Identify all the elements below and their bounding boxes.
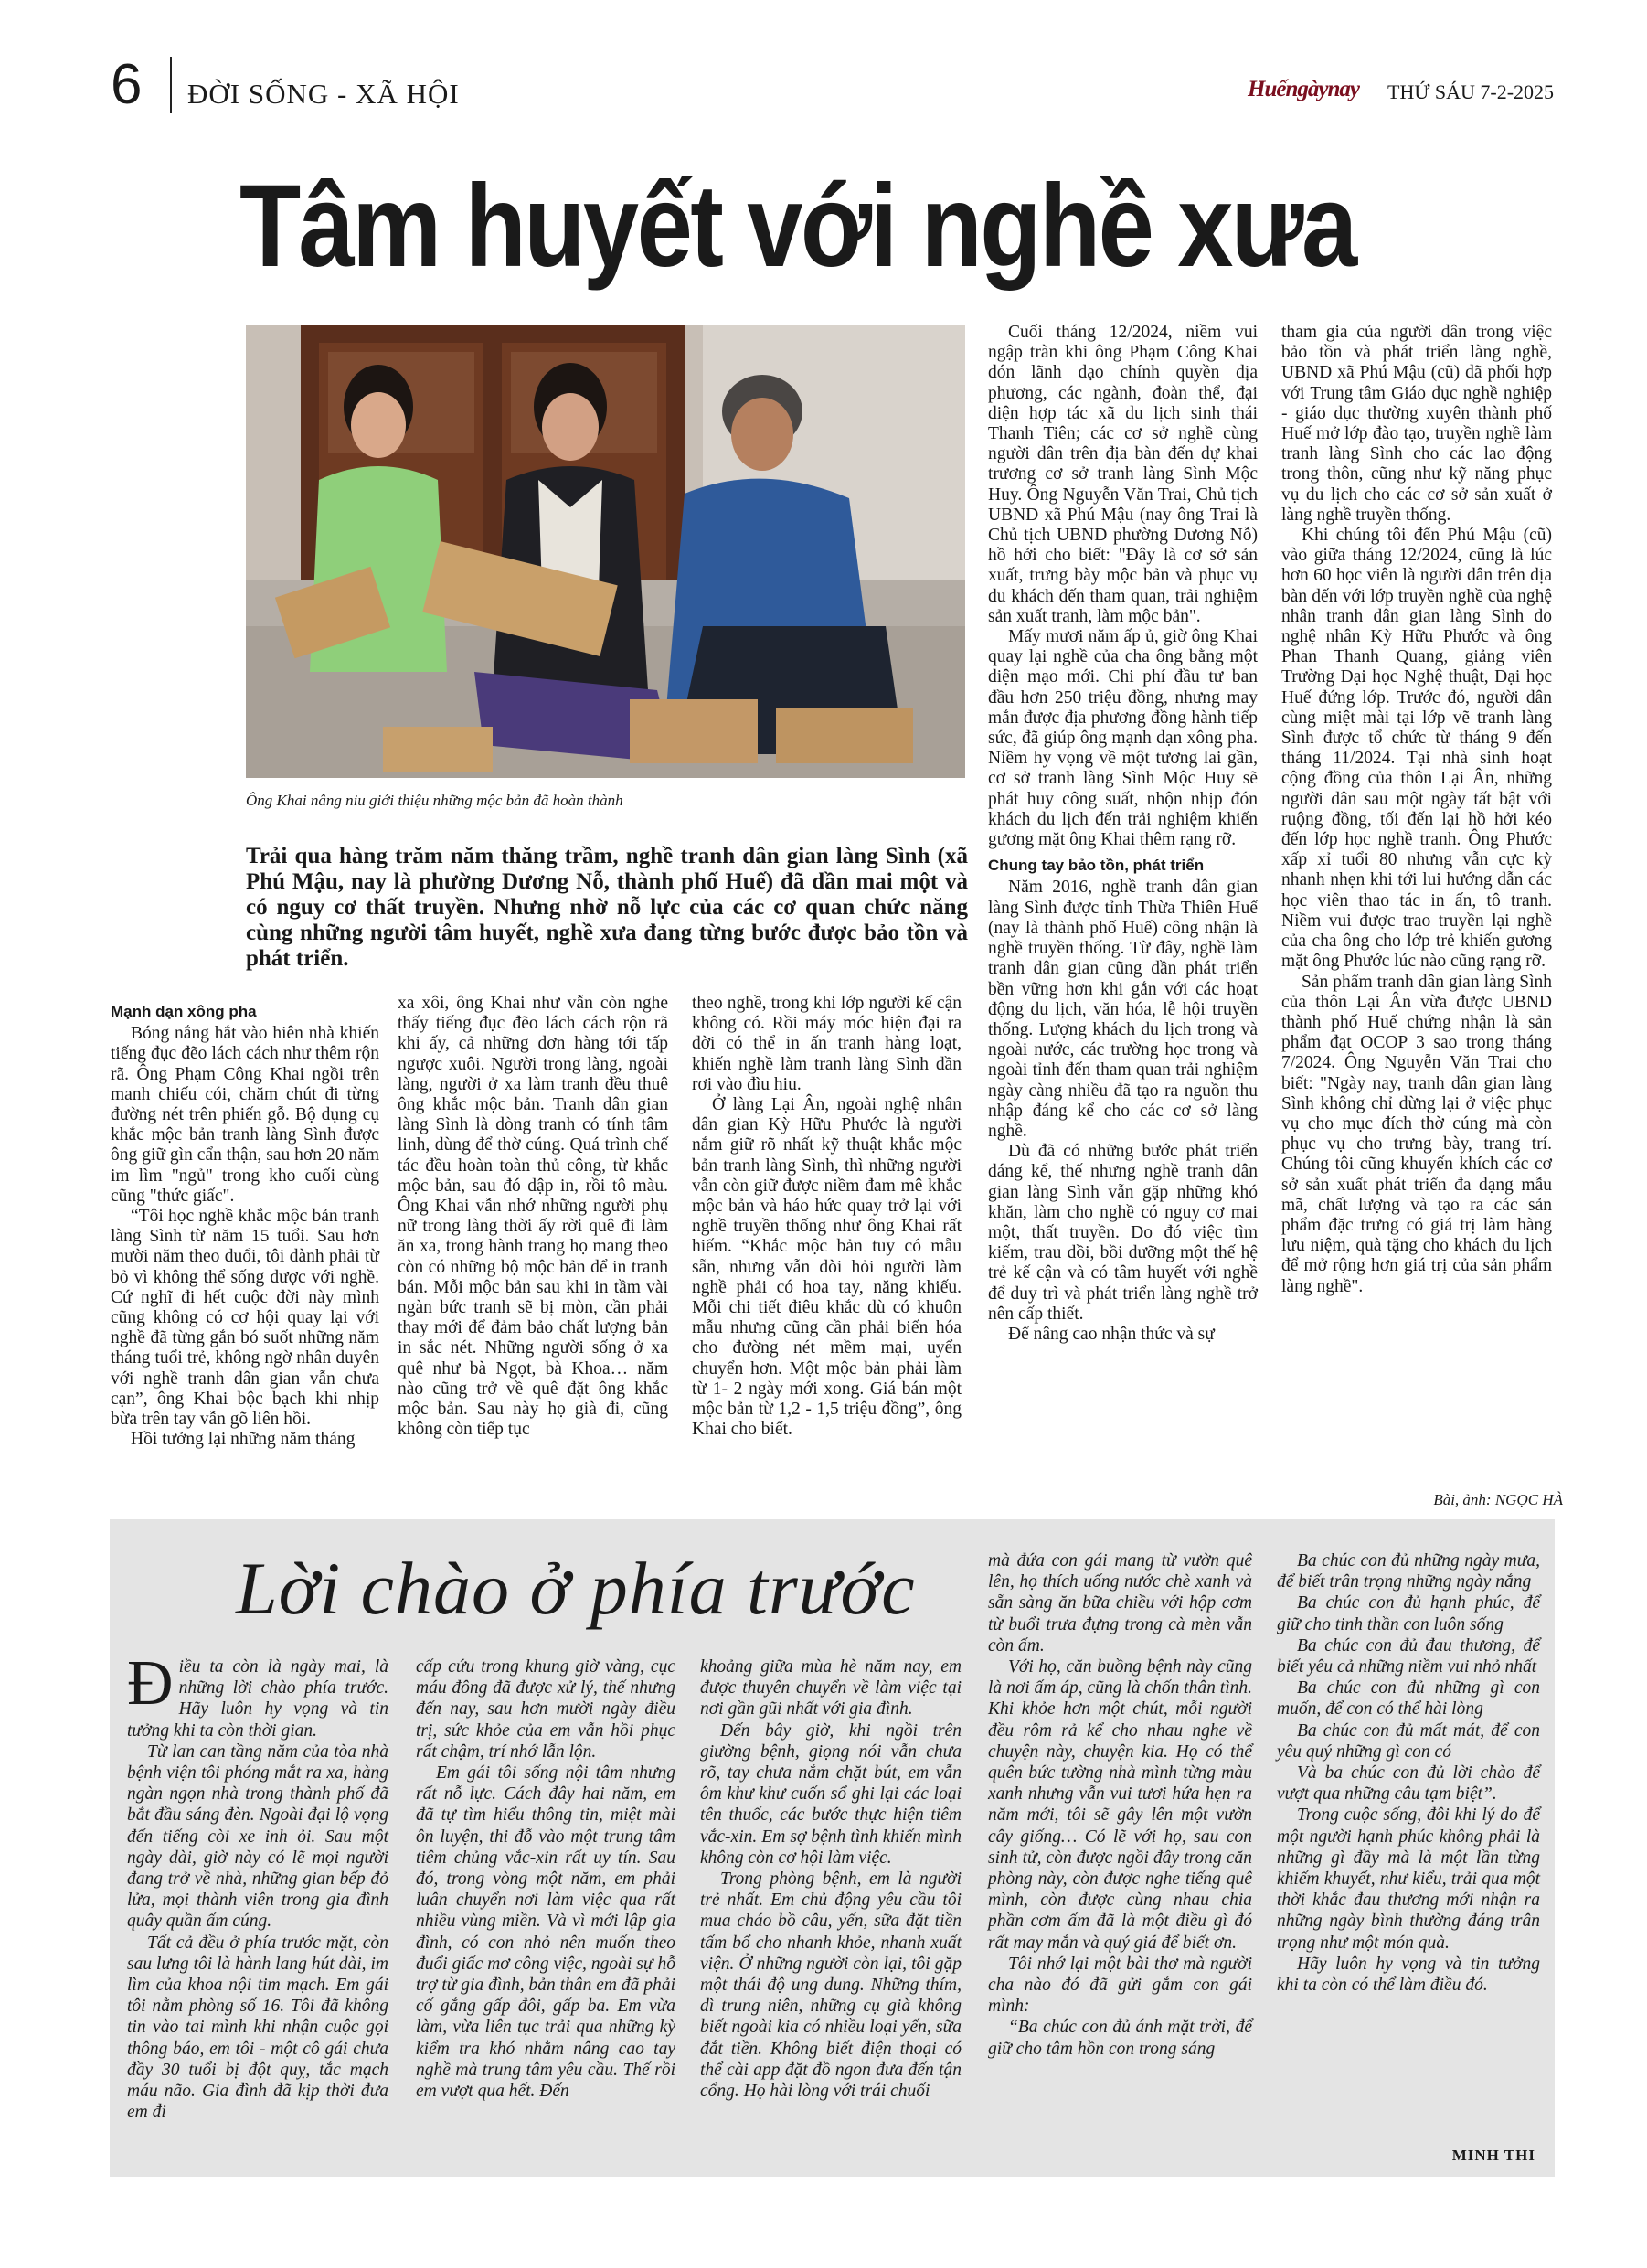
poem-line: Và ba chúc con đủ lời chào để vượt qua những câu tạm biệt”. <box>1277 1763 1540 1805</box>
paragraph: mà đứa con gái mang từ vườn quê lên, họ thích uống nước chè xanh và sẵn sàng ăn bữa chiều với hộp cơm từ buổi trưa đựng trong cà mèn vẫn còn ấm. <box>988 1551 1252 1656</box>
section-title: ĐỜI SỐNG - XÃ HỘI <box>187 78 460 110</box>
essay-author: MINH THI <box>1451 2146 1535 2164</box>
paragraph: Dù đã có những bước phát triển đáng kể, thế nhưng nghề tranh dân gian làng Sình vẫn gặp những khó khăn, làm cho nghề có nguy cơ mai một, thất truyền. Do đó việc tìm kiếm, trau dồi, bồi dưỡng một thế hệ trẻ kế cận và có tâm huyết với nghề để duy trì và phát triển làng nghề trở nên cấp thiết. <box>988 1142 1258 1324</box>
paragraph: Trong cuộc sống, đôi khi lý do để một người hạnh phúc không phải là những gì đầy mà là một lần từng khiếm khuyết, như kiểu, trải qua một thời khắc đau thương mới nhận ra những ngày bình thường đáng trân trọng như một món quà. <box>1277 1805 1540 1953</box>
paragraph: Từ lan can tầng năm của tòa nhà bệnh viện tôi phóng mắt ra xa, hàng ngàn ngọn nhà trong thành phố đã bắt đầu sáng đèn. Ngoài đại lộ vọng đến tiếng còi xe inh ỏi. Sau một ngày dài, giờ này có lẽ mọi người đang trở về nhà, những gian bếp đỏ lửa, mọi thành viên trong gia đình quây quần ấm cúng. <box>127 1741 388 1932</box>
paragraph-text: iều ta còn là ngày mai, là những lời chào phía trước. Hãy luôn hy vọng và tin tưởng khi ta còn thời gian. <box>127 1657 388 1741</box>
photo-caption: Ông Khai nâng niu giới thiệu những mộc bản đã hoàn thành <box>246 792 623 809</box>
paragraph: Sản phẩm tranh dân gian làng Sình của thôn Lại Ân vừa được UBND thành phố Huế chứng nhận là sản phẩm đạt OCOP 3 sao trong tháng 7/2024. Ông Nguyễn Văn Trai cho biết: "Ngày nay, tranh dân gian làng Sình không chỉ dừng lại ở việc phục vụ cho mục đích thờ cúng mà còn phục vụ cho trưng bày, trang trí. Chúng tôi cũng khuyến khích các cơ sở sản xuất phát triển đa dạng mẫu mã, chất lượng và tạo ra các sản phẩm đặc trưng có giá trị làm hàng lưu niệm, quà tặng cho khách du lịch để mở rộng hơn giá trị của sản phẩm làng nghề". <box>1281 972 1552 1296</box>
subheading: Chung tay bảo tồn, phát triển <box>988 857 1205 875</box>
article-column-2 <box>398 994 668 1440</box>
paragraph: Cuối tháng 12/2024, niềm vui ngập tràn khi ông Phạm Công Khai đón lãnh đạo chính quyền địa phương, các ngành, đoàn thể, đại diện hợp tác xã du lịch sinh thái Thanh Tiên; các cơ sở nghề cùng người dân trên địa bàn đến dự khai trương cơ sở tranh làng Sình Mộc Huy. Ông Nguyễn Văn Trai, Chủ tịch UBND xã Phú Mậu (nay ông Trai là Chủ tịch UBND phường Dương Nỗ) hồ hởi cho biết: "Đây là cơ sở sản xuất, trưng bày mộc bản và phục vụ du khách đến tham quan, trải nghiệm sản xuất tranh, làm mộc bản". <box>988 323 1258 626</box>
paragraph: Tất cả đều ở phía trước mặt, còn sau lưng tôi là hành lang hút dài, im lìm của khoa nội tim mạch. Em gái tôi nằm phòng số 16. Tôi đã không tin vào tai mình khi nhận cuộc gọi thông báo, em tôi - một cô gái chưa đầy 30 tuổi bị đột quỵ, tắc mạch máu não. Gia đình đã kịp thời đưa em đi <box>127 1933 388 2123</box>
poem-line: Ba chúc con đủ đau thương, để biết yêu cả những niềm vui nhỏ nhất <box>1277 1635 1540 1677</box>
poem-line: Ba chúc con đủ những gì con muốn, để con có thể hài lòng <box>1277 1678 1540 1720</box>
article-photo <box>246 325 965 778</box>
article-title: Tâm huyết với nghề xưa <box>239 161 1355 292</box>
essay-title: Lời chào ở phía trước <box>236 1547 916 1630</box>
essay-column-2 <box>416 1656 675 2102</box>
article-column-3 <box>692 994 962 1440</box>
paragraph: tham gia của người dân trong việc bảo tồn và phát triển làng nghề, UBND xã Phú Mậu (cũ) đã phối hợp với Trung tâm Giáo dục nghề nghiệp - giáo dục thường xuyên thành phố Huế mở lớp đào tạo, truyền nghề làm tranh làng Sình cho các lao động trong thôn, cũng như kỹ năng phục vụ du lịch cho các cơ sở sản xuất ở làng nghề truyền thống. <box>1281 323 1552 525</box>
article-column-1 <box>111 996 379 1450</box>
article-lead: Trải qua hàng trăm năm thăng trầm, nghề tranh dân gian làng Sình (xã Phú Mậu, nay là phường Dương Nỗ, thành phố Huế) đã dần mai một và có nguy cơ thất truyền. Nhưng nhờ nỗ lực của các cơ quan chức năng cùng những người tâm huyết, nghề xưa đang từng bước được bảo tồn và phát triển. <box>246 844 968 971</box>
paragraph: Hồi tưởng lại những năm tháng <box>131 1430 356 1450</box>
poem-line: Ba chúc con đủ hạnh phúc, để giữ cho tinh thần con luôn sống <box>1277 1593 1540 1634</box>
newspaper-logo: Huếngàynay <box>1248 77 1359 101</box>
essay-column-3 <box>700 1656 962 2102</box>
drop-cap: Đ <box>127 1648 174 1719</box>
article-column-5 <box>1281 323 1552 1297</box>
paragraph: Mấy mươi năm ấp ủ, giờ ông Khai quay lại nghề của cha ông bằng một diện mạo mới. Chi phí đầu tư ban đầu hơn 250 triệu đồng, nhưng may mắn được địa phương đồng hành tiếp sức, đã giúp ông mạnh dạn xông pha. Niềm hy vọng về một tương lai gần, cơ sở tranh làng Sình Mộc Huy sẽ phát huy công suất, nhộn nhịp đón khách du lịch đến trải nghiệm khiến gương mặt ông Khai thêm rạng rỡ. <box>988 627 1258 850</box>
paragraph: cấp cứu trong khung giờ vàng, cục máu đông đã được xử lý, thế nhưng đến nay, sau hơn mười ngày điều trị, sức khỏe của em vẫn hồi phục rất chậm, trí nhớ lẫn lộn. <box>416 1657 675 1762</box>
paragraph: Hãy luôn hy vọng và tin tưởng khi ta còn có thể làm điều đó. <box>1277 1954 1540 1996</box>
paragraph: Trong phòng bệnh, em là người trẻ nhất. Em chủ động yêu cầu tôi mua cháo bồ câu, yến, sữa đặt tiền tấm bổ cho nhanh khỏe, nhanh xuất viện. Ở những người còn lại, tôi gặp một thái độ ung dung. Những thím, dì trung niên, những cụ già không biết ngoài kia có nhiều loại yến, sữa đắt tiền. Không biết điện thoại có thể cài app đặt đồ ngon đưa đến tận cổng. Họ hài lòng với trái chuối <box>700 1869 962 2102</box>
issue-date: THỨ SÁU 7-2-2025 <box>1387 80 1555 103</box>
poem-line: “Ba chúc con đủ ánh mặt trời, để giữ cho tâm hồn con trong sáng <box>988 2018 1252 2059</box>
article-column-4 <box>988 323 1258 1345</box>
essay-column-1 <box>127 1648 388 2123</box>
poem-line: Ba chúc con đủ mất mát, để con yêu quý những gì con có <box>1277 1720 1540 1762</box>
paragraph <box>127 1648 388 1741</box>
essay-column-4 <box>988 1550 1252 2060</box>
paragraph: khoảng giữa mùa hè năm nay, em được thuyên chuyển về làm việc tại nơi gần gũi nhất với gia đình. <box>700 1657 962 1720</box>
paragraph: Đến bây giờ, khi ngồi trên giường bệnh, giọng nói vẫn chưa rõ, tay chưa nắm chặt bút, em vẫn ôm khư khư cuốn sổ ghi lại các loại tên thuốc, các bước thực hiện tiêm vắc-xin. Em sợ bệnh tình khiến mình không còn cơ hội làm việc. <box>700 1720 962 1868</box>
paragraph: “Tôi học nghề khắc mộc bản tranh làng Sình từ năm 15 tuổi. Sau hơn mười năm theo đuổi, tôi đành phải từ bỏ vì không thể sống được với nghề. Cứ nghĩ đi hết cuộc đời này mình cũng không có cơ hội quay lại với nghề đã từng gắn bó suốt những năm tháng tuổi trẻ, không ngờ nhân duyên với nghề tranh dân gian vẫn chưa cạn”, ông Khai bộc bạch khi nhịp bừa trên tay vẫn gõ liên hồi. <box>111 1207 379 1430</box>
paragraph: theo nghề, trong khi lớp người kế cận không có. Rồi máy móc hiện đại ra đời có thể in ấn tranh hàng loạt, khiến nghề làm tranh làng Sình dần rơi vào đìu hiu. <box>692 994 962 1094</box>
essay-column-5 <box>1277 1550 1540 1996</box>
paragraph: xa xôi, ông Khai như vẫn còn nghe thấy tiếng đục đẽo lách cách rộn rã khi ấy, cả những đơn hàng tới tấp ngược xuôi. Người trong làng, ngoài làng, người ở xa làm tranh đều thuê ông khắc mộc bản. Tranh dân gian làng Sình là dòng tranh có tính tâm linh, dùng để thờ cúng. Quá trình chế tác đều hoàn toàn thủ công, từ khắc mộc bản, sau đó dập in, rồi tô màu. Ông Khai vẫn nhớ những người phụ nữ trong làng thời ấy rời quê đi làm ăn xa, trong hành trang họ mang theo còn có những bộ mộc bản để in tranh bán. Mỗi mộc bản sau khi in tầm vài ngàn bức tranh sẽ bị mòn, cần phải thay mới để đảm bảo chất lượng bản in sắc nét. Những người sống ở xa quê như bà Ngọt, bà Khoa… năm nào cũng trở về quê đặt ông khắc mộc bản. Sau này họ già đi, cũng không còn tiếp tục <box>398 994 668 1440</box>
paragraph: Với họ, căn buồng bệnh này cũng là nơi ấm áp, cũng là chốn thân tình. Khi khỏe hơn một chút, mỗi người đều rôm rả kể cho nhau nghe về chuyện này, chuyện kia. Họ có thể quên bức tường nhà mình từng màu xanh nhưng vẫn vui tươi hứa hẹn ra năm mới, tôi sẽ gây lên một vườn cây giống… Có lẽ với họ, sau con sinh tử, còn được ngồi đây trong căn phòng này, còn được nghe tiếng quê mình, còn được cùng nhau chia phần cơm ấm đã là một điều gì đó rất may mắn và quý giá để biết ơn. <box>988 1657 1252 1953</box>
paragraph: Bóng nắng hắt vào hiên nhà khiến tiếng đục đẽo lách cách như thêm rộn rã. Ông Phạm Công Khai ngồi trên manh chiếu cói, chăm chút đi từng đường nét trên phiến gỗ. Bộ dụng cụ khắc mộc bản tranh làng Sình được ông giữ gìn cẩn thận, sau hơn 20 năm im lìm "ngủ" trong kho cuối cùng cũng "thức giấc". <box>111 1024 379 1206</box>
subheading: Mạnh dạn xông pha <box>111 1003 257 1020</box>
article-byline: Bài, ảnh: NGỌC HÀ <box>1433 1491 1563 1508</box>
header-divider <box>170 57 172 113</box>
paragraph: Em gái tôi sống nội tâm nhưng rất nỗ lực. Cách đây hai năm, em đã tự tìm hiểu thông tin, miệt mài ôn luyện, thi đỗ vào một trung tâm tiêm chủng vắc-xin rất uy tín. Sau đó, trong vòng một năm, em phải luân chuyển nơi làm việc qua rất nhiều vùng miền. Và vì mới lập gia đình, có con nhỏ nên muốn theo đuổi giấc mơ công việc, ngoài sự hỗ trợ từ gia đình, bản thân em đã phải cố gắng gấp đôi, gấp ba. Em vừa làm, vừa liên tục trải qua những kỳ kiểm tra khó nhằm nâng cao tay nghề mà trung tâm yêu cầu. Thế rồi em vượt qua hết. Đến <box>416 1763 675 2102</box>
paragraph: Tôi nhớ lại một bài thơ mà người cha nào đó đã gửi gắm con gái mình: <box>988 1954 1252 2017</box>
paragraph: Năm 2016, nghề tranh dân gian làng Sình được tỉnh Thừa Thiên Huế (nay là thành phố Huế) công nhận là nghề truyền thống. Từ đây, nghề làm tranh dân gian cũng dần phát triển bền vững hơn khi gắn với các hoạt động du lịch, văn hóa, lễ hội truyền thống. Lượng khách du lịch trong và ngoài nước, các trường học trong và ngoài tỉnh đến tham quan trải nghiệm ngày càng nhiều đã tạo ra nguồn thu nhập đáng kể cho các cơ sở làng nghề. <box>988 878 1258 1141</box>
page-number: 6 <box>111 53 143 116</box>
poem-line: Ba chúc con đủ những ngày mưa, để biết trân trọng những ngày nắng <box>1277 1551 1540 1592</box>
paragraph: Để nâng cao nhận thức và sự <box>1008 1324 1215 1344</box>
paragraph: Khi chúng tôi đến Phú Mậu (cũ) vào giữa tháng 12/2024, cũng là lúc hơn 60 học viên là người dân trên địa bàn đến với lớp truyền nghề của nghệ nhân tranh dân gian làng Sình do nghệ nhân Kỳ Hữu Phước và ông Phan Thanh Quang, giảng viên Trường Đại học Nghệ thuật, Đại học Huế đứng lớp. Trước đó, người dân cùng miệt mài tại lớp vẽ tranh làng Sình được tổ chức từ tháng 9 đến tháng 11/2024. Tại nhà sinh hoạt cộng đồng của thôn Lại Ân, những người dân sau một ngày tất bật với ruộng đồng, tối đến lại hồ hởi kéo đến lớp học nghề tranh. Ông Phước xấp xỉ tuổi 80 nhưng vẫn cực kỳ nhanh nhẹn khi tới lui hướng dẫn các học viên thao tác in ấn, tô tranh. Niềm vui được trao truyền lại nghề của cha ông cho lớp trẻ khiến gương mặt ông Phước lúc nào cũng rạng rỡ. <box>1281 526 1552 972</box>
paragraph: Ở làng Lại Ân, ngoài nghệ nhân dân gian Kỳ Hữu Phước là người nắm giữ rõ nhất kỹ thuật khắc mộc bản tranh làng Sình, thì những người vẫn còn giữ được niềm đam mê khắc mộc bản và háo hức quay trở lại với nghề truyền thống như ông Khai rất hiếm. “Khắc mộc bản tuy có mẫu sẵn, nhưng vẫn đòi hỏi người làm nghề phải có hoa tay, năng khiếu. Mỗi chi tiết điêu khắc dù có khuôn mẫu nhưng cũng cần phải biến hóa cho đường nét mềm mại, uyển chuyển hơn. Một mộc bản phải làm từ 1- 2 ngày mới xong. Giá bán một mộc bản từ 1,2 - 1,5 triệu đồng”, ông Khai cho biết. <box>692 1095 962 1440</box>
